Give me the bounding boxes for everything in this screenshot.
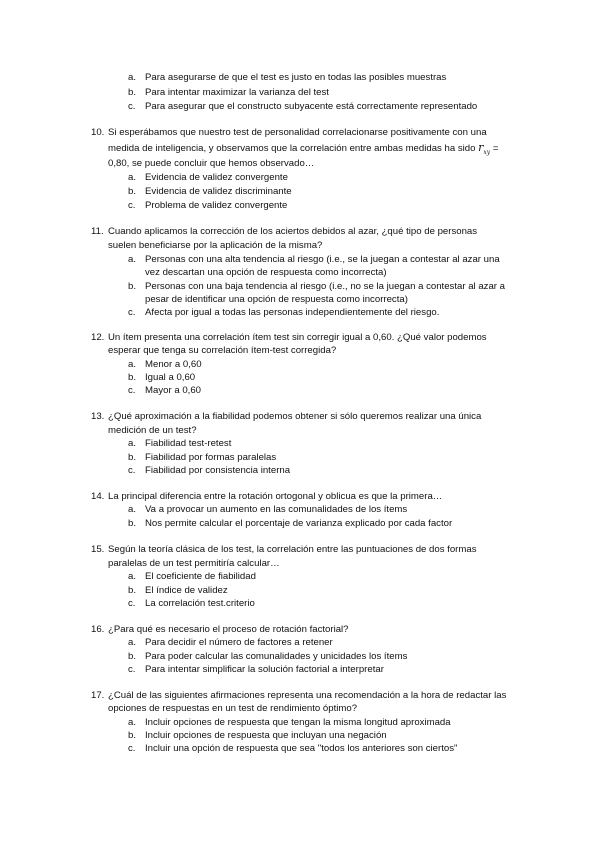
- option-letter: c.: [128, 465, 136, 476]
- option-text: Incluir opciones de respuesta que tengan la misma longitud aproximada: [145, 717, 451, 728]
- question-number: 11.: [91, 226, 104, 237]
- option-letter: b.: [128, 585, 137, 596]
- equals-sign: =: [492, 143, 499, 154]
- question-text: [91, 331, 487, 344]
- option-letter: b.: [128, 730, 137, 741]
- question-text: [91, 126, 487, 139]
- option-letter: c.: [128, 598, 136, 609]
- question-line: Un ítem presenta una correlación ítem test sin corregir igual a 0,60. ¿Qué valor podemos: [108, 332, 487, 343]
- option-letter: b.: [128, 87, 137, 98]
- question-text-cont: [108, 702, 357, 715]
- option-a: [128, 253, 500, 266]
- question-number: 12.: [91, 332, 105, 343]
- question-number: 15.: [91, 544, 105, 555]
- option-b-cont: [145, 293, 408, 306]
- question-line: Según la teoría clásica de los test, la correlación entre las puntuaciones de dos formas: [108, 544, 477, 555]
- question-line: ¿Qué aproximación a la fiabilidad podemos obtener si sólo queremos realizar una única: [108, 411, 482, 422]
- option-text: Para poder calcular las comunalidades y unicidades los ítems: [145, 651, 408, 662]
- option-letter: b.: [128, 372, 137, 383]
- option-letter: a.: [128, 571, 137, 582]
- option-text: Igual a 0,60: [145, 372, 196, 383]
- question-number: 17.: [91, 690, 105, 701]
- option-b: [128, 451, 276, 464]
- option-b: [128, 517, 452, 530]
- question-text: [91, 543, 477, 556]
- option-text: Nos permite calcular el porcentaje de varianza explicado por cada factor: [145, 518, 453, 529]
- option-a: [128, 71, 446, 84]
- option-text: Para intentar simplificar la solución factorial a interpretar: [145, 664, 384, 675]
- option-letter: b.: [128, 186, 137, 197]
- option-letter: c.: [128, 743, 136, 754]
- question-number: 13.: [91, 411, 105, 422]
- option-text: Para asegurar que el constructo subyacente está correctamente representado: [145, 101, 478, 112]
- option-text: Mayor a 0,60: [145, 385, 201, 396]
- option-letter: c.: [128, 101, 136, 112]
- question-text-cont: [108, 157, 314, 170]
- option-text: Personas con una baja tendencia al riesgo (i.e., no se la juegan a contestar al azar a: [145, 281, 505, 292]
- option-text: Incluir una opción de respuesta que sea "todos los anteriores son ciertos": [145, 743, 458, 754]
- option-letter: a.: [128, 254, 137, 265]
- option-letter: a.: [128, 504, 137, 515]
- option-text: vez descartan una opción de respuesta como incorrecta): [145, 267, 387, 278]
- option-b: [128, 185, 292, 198]
- option-text: Menor a 0,60: [145, 359, 202, 370]
- option-text: Evidencia de validez convergente: [145, 172, 288, 183]
- option-letter: c.: [128, 385, 136, 396]
- question-text: [91, 410, 481, 423]
- question-line: ¿Para qué es necesario el proceso de rotación factorial?: [108, 624, 349, 635]
- question-text-cont: [108, 344, 336, 357]
- question-text-cont: [108, 239, 322, 252]
- option-text: Fiabilidad test-retest: [145, 438, 232, 449]
- option-b: [128, 584, 228, 597]
- question-line: medida de inteligencia, y observamos que la correlación entre ambas medidas ha sido: [108, 143, 476, 154]
- option-c: [128, 742, 457, 755]
- option-text: Para decidir el número de factores a retener: [145, 637, 333, 648]
- option-letter: a.: [128, 438, 137, 449]
- option-letter: c.: [128, 200, 136, 211]
- option-text: Problema de validez convergente: [145, 200, 288, 211]
- option-text: Incluir opciones de respuesta que incluyan una negación: [145, 730, 387, 741]
- option-text: Para intentar maximizar la varianza del test: [145, 87, 329, 98]
- question-line: La principal diferencia entre la rotación ortogonal y oblicua es que la primera…: [108, 491, 443, 502]
- option-letter: b.: [128, 651, 137, 662]
- question-number: 16.: [91, 624, 105, 635]
- option-a-cont: [145, 266, 387, 279]
- option-text: Personas con una alta tendencia al riesgo (i.e., se la juegan a contestar al azar una: [145, 254, 500, 265]
- option-b: [128, 650, 407, 663]
- option-letter: a.: [128, 172, 137, 183]
- option-a: [128, 716, 451, 729]
- option-a: [128, 171, 288, 184]
- question-line: 0,80, se puede concluir que hemos observado…: [108, 158, 315, 169]
- question-line: paralelas de un test permitiría calcular…: [108, 558, 280, 569]
- option-text: Fiabilidad por consistencia interna: [145, 465, 291, 476]
- question-line: Cuando aplicamos la corrección de los aciertos debidos al azar, ¿qué tipo de personas: [108, 226, 478, 237]
- option-letter: a.: [128, 72, 137, 83]
- option-c: [128, 464, 290, 477]
- question-text: [91, 689, 506, 702]
- option-c: [128, 199, 287, 212]
- question-number: 10.: [91, 127, 105, 138]
- option-letter: a.: [128, 359, 137, 370]
- option-b: [128, 86, 329, 99]
- option-c: [128, 100, 477, 113]
- option-letter: c.: [128, 664, 136, 675]
- option-text: Evidencia de validez discriminante: [145, 186, 292, 197]
- option-c: [128, 306, 439, 319]
- question-number: 14.: [91, 491, 105, 502]
- option-c: [128, 384, 201, 397]
- question-text-cont: [108, 557, 280, 570]
- option-text: pesar de identificar una opción de respuesta como incorrecta): [145, 294, 408, 305]
- option-letter: b.: [128, 452, 137, 463]
- option-a: [128, 503, 407, 516]
- question-line: medición de un test?: [108, 425, 197, 436]
- option-text: El coeficiente de fiabilidad: [145, 571, 256, 582]
- option-text: La correlación test.criterio: [145, 598, 255, 609]
- question-text: [91, 623, 349, 636]
- option-a: [128, 570, 256, 583]
- question-line: ¿Cuál de las siguientes afirmaciones representa una recomendación a la hora de redactar las: [108, 690, 507, 701]
- correlation-subscript: xy: [483, 149, 491, 156]
- option-letter: a.: [128, 637, 137, 648]
- option-a: [128, 358, 202, 371]
- question-text: [91, 225, 477, 238]
- option-letter: b.: [128, 518, 137, 529]
- question-line: suelen beneficiarse por la aplicación de la misma?: [108, 240, 323, 251]
- option-c: [128, 663, 384, 676]
- option-letter: c.: [128, 307, 136, 318]
- option-letter: a.: [128, 717, 137, 728]
- option-letter: b.: [128, 281, 137, 292]
- option-a: [128, 636, 333, 649]
- question-line: Si esperábamos que nuestro test de personalidad correlacionarse positivamente con una: [108, 127, 487, 138]
- option-b: [128, 371, 195, 384]
- question-text-cont: [108, 424, 197, 437]
- option-text: Fiabilidad por formas paralelas: [145, 452, 277, 463]
- question-line: esperar que tenga su correlación ítem-test corregida?: [108, 345, 337, 356]
- option-b: [128, 729, 387, 742]
- option-text: Afecta por igual a todas las personas independientemente del riesgo.: [145, 307, 440, 318]
- option-c: [128, 597, 255, 610]
- option-text: Para asegurarse de que el test es justo en todas las posibles muestras: [145, 72, 447, 83]
- question-line: opciones de respuestas en un test de rendimiento óptimo?: [108, 703, 358, 714]
- option-text: El índice de validez: [145, 585, 228, 596]
- option-b: [128, 280, 505, 293]
- option-a: [128, 437, 231, 450]
- correlation-symbol: r: [478, 141, 484, 154]
- question-text: [91, 490, 442, 503]
- option-text: Va a provocar un aumento en las comunalidades de los ítems: [145, 504, 408, 515]
